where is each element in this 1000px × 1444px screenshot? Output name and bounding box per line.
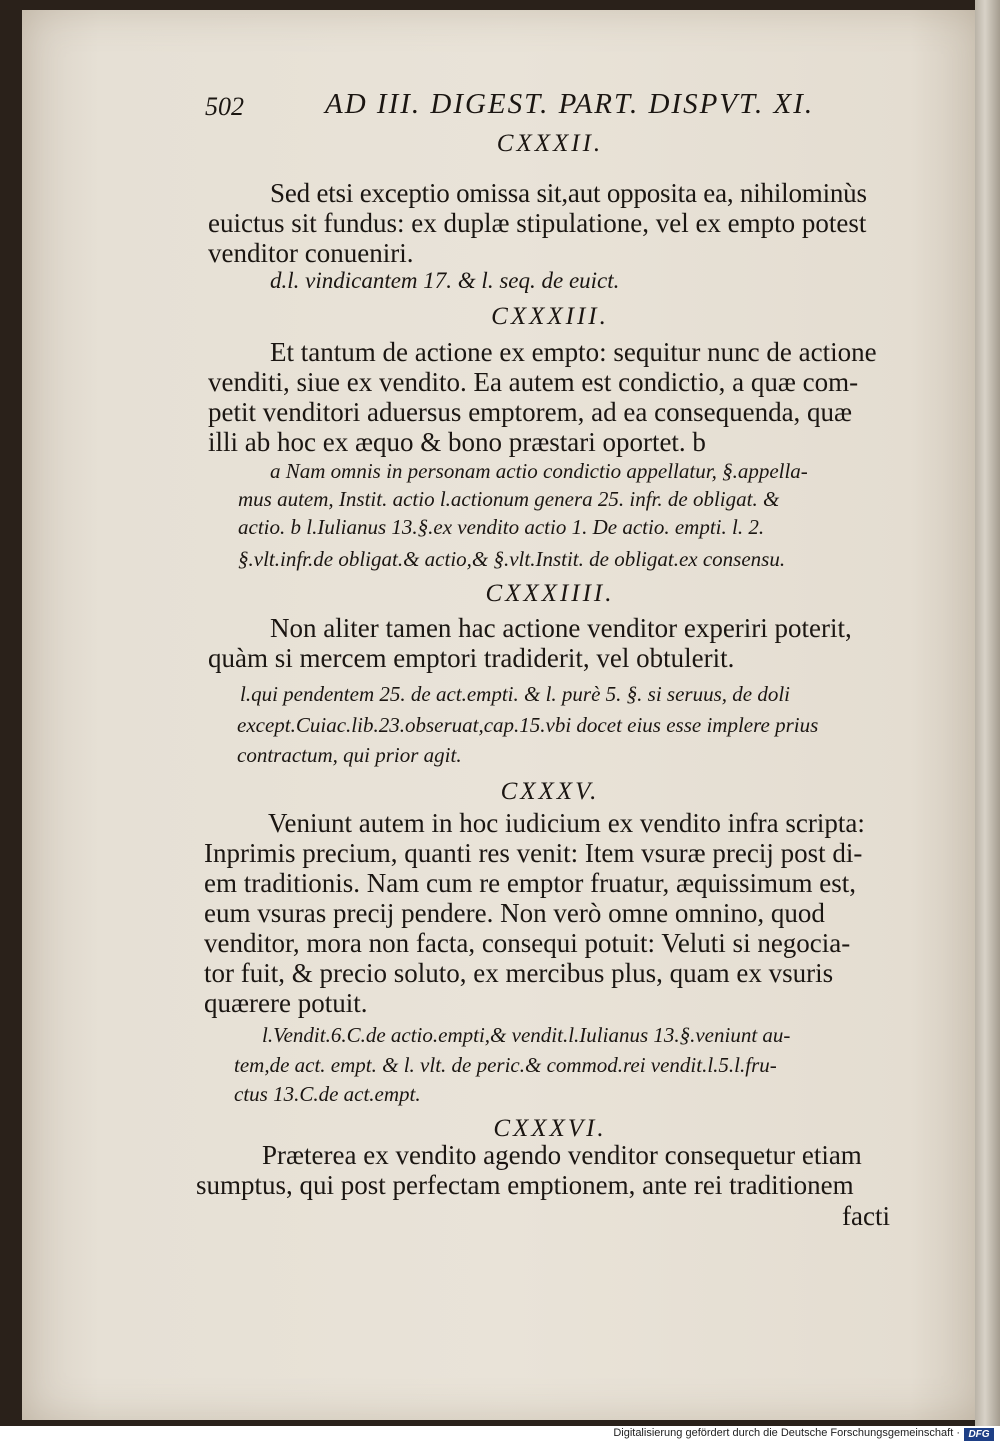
section-heading: CXXXVI. xyxy=(493,1115,607,1142)
section-heading: CXXXIIII. xyxy=(485,580,615,607)
running-title: AD III. DIGEST. PART. DISPVT. XI. xyxy=(325,88,815,120)
text-line: petit venditori aduersus emptorem, ad ea consequenda, quæ xyxy=(208,397,853,427)
text-line: illi ab hoc ex æquo & bono præstari oportet. b xyxy=(208,427,706,457)
section-heading: CXXXII. xyxy=(496,130,604,157)
citation-note: tem,de act. empt. & l. vlt. de peric.& commod.rei vendit.l.5.l.fru- xyxy=(234,1053,777,1077)
text-line: tor fuit, & precio soluto, ex mercibus plus, quam ex vsuris xyxy=(204,958,834,988)
section-heading: CXXXIII. xyxy=(491,303,609,330)
footnote-line: actio. b l.Iulianus 13.§.ex vendito actio 1. De actio. empti. l. 2. xyxy=(238,515,765,539)
text-line: quærere potuit. xyxy=(204,988,368,1018)
citation-note: except.Cuiac.lib.23.obseruat,cap.15.vbi docet eius esse implere prius xyxy=(237,713,819,737)
footnote-line: §.vlt.infr.de obligat.& actio,& §.vlt.Instit. de obligat.ex consensu. xyxy=(238,547,786,571)
footnote-line: mus autem, Instit. actio l.actionum genera 25. infr. de obligat. & xyxy=(238,487,780,511)
dfg-logo: DFG xyxy=(964,1428,994,1441)
text-line: eum vsuras precij pendere. Non verò omne omnino, quod xyxy=(204,898,825,928)
footer-bar xyxy=(0,1426,1000,1444)
section-heading: CXXXV. xyxy=(500,778,600,805)
text-line: Et tantum de actione ex empto: sequitur nunc de actione xyxy=(270,337,877,367)
text-line: venditor conueniri. xyxy=(208,238,414,268)
citation-note: contractum, qui prior agit. xyxy=(237,743,462,767)
text-line: venditor, mora non facta, consequi potuit: Veluti si negocia- xyxy=(204,928,851,958)
citation-note: l.qui pendentem 25. de act.empti. & l. purè 5. §. si seruus, de doli xyxy=(240,682,791,706)
funding-notice: Digitalisierung gefördert durch die Deutsche Forschungsgemeinschaft · xyxy=(613,1427,960,1439)
text-line: Sed etsi exceptio omissa sit,aut opposita ea, nihilominùs xyxy=(270,178,867,208)
text-line: venditi, siue ex vendito. Ea autem est condictio, a quæ com- xyxy=(208,367,859,397)
footnote-line: a Nam omnis in personam actio condictio appellatur, §.appella- xyxy=(270,459,808,483)
page-header xyxy=(205,86,815,130)
page-number: 502 xyxy=(205,92,244,121)
text-line: Inprimis precium, quanti res venit: Item vsuræ precij post di- xyxy=(204,838,863,868)
citation-note: ctus 13.C.de act.empt. xyxy=(234,1082,421,1106)
text-line: Non aliter tamen hac actione venditor experiri poterit, xyxy=(270,613,852,643)
catchword: facti xyxy=(842,1201,890,1231)
text-line: Præterea ex vendito agendo venditor consequetur etiam xyxy=(262,1140,862,1170)
citation-note: d.l. vindicantem 17. & l. seq. de euict. xyxy=(270,268,620,293)
text-line: Veniunt autem in hoc iudicium ex vendito infra scripta: xyxy=(268,808,865,838)
text-line: quàm si mercem emptori tradiderit, vel obtulerit. xyxy=(208,643,735,673)
citation-note: l.Vendit.6.C.de actio.empti,& vendit.l.Iulianus 13.§.veniunt au- xyxy=(262,1023,791,1047)
text-line: euictus sit fundus: ex duplæ stipulatione, vel ex empto potest xyxy=(208,208,867,238)
text-line: sumptus, qui post perfectam emptionem, ante rei traditionem xyxy=(196,1170,854,1200)
text-line: em traditionis. Nam cum re emptor fruatur, æquissimum est, xyxy=(204,868,857,898)
